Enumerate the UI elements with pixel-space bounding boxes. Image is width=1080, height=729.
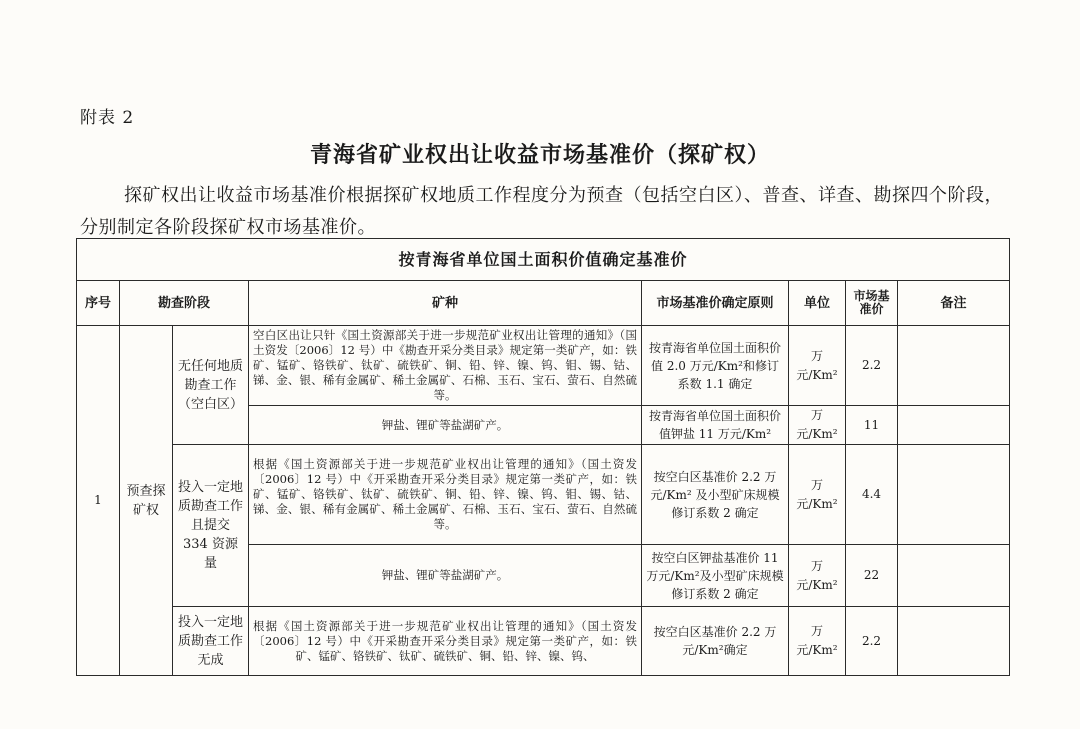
annex-label: 附表 2 [80,108,135,128]
unit-cell: 万元/Km² [789,545,846,607]
remark-cell [898,545,1010,607]
unit-cell: 万元/Km² [789,406,846,445]
price-cell: 2.2 [846,326,898,406]
header-price: 市场基准价 [846,281,898,326]
table-row [77,326,1010,406]
remark-cell [898,607,1010,676]
unit-cell: 万元/Km² [789,326,846,406]
substage-cell: 投入一定地质勘查工作且提交 334 资源量 [173,445,249,607]
benchmark-price-table [76,238,1010,676]
document-title: 青海省矿业权出让收益市场基准价（探矿权） [309,143,770,168]
header-mineral: 矿种 [249,281,642,326]
substage-cell: 投入一定地质勘查工作无成 [173,607,249,676]
header-unit: 单位 [789,281,846,326]
header-principle: 市场基准价确定原则 [642,281,789,326]
header-stage: 勘查阶段 [120,281,249,326]
price-cell: 2.2 [846,607,898,676]
remark-cell [898,445,1010,545]
caption-row [77,239,1010,281]
principle-cell: 按空白区钾盐基准价 11 万元/Km²及小型矿床规模修订系数 2 确定 [642,545,789,607]
principle-cell: 按青海省单位国土面积价值 2.0 万元/Km²和修订系数 1.1 确定 [642,326,789,406]
mineral-cell: 空白区出让只针《国土资源部关于进一步规范矿业权出让管理的通知》（国土资发〔2006〕12 号）中《勘查开采分类目录》规定第一类矿产，如：铁矿、锰矿、铬铁矿、钛矿、硫铁矿、铜、铅、锌、镍、钨、钼、锡、钴、锑、金、银、稀有金属矿、稀土金属矿、石棉、玉石、宝石、萤石、自然硫等。 [249,326,642,406]
price-cell: 11 [846,406,898,445]
remark-cell [898,326,1010,406]
table-row [77,445,1010,545]
mineral-cell: 根据《国土资源部关于进一步规范矿业权出让管理的通知》（国土资发〔2006〕12 号）中《开采勘查开采分类目录》规定第一类矿产，如：铁矿、锰矿、铬铁矿、钛矿、硫铁矿、铜、铅、锌、镍、钨、 [249,607,642,676]
mineral-cell: 钾盐、锂矿等盐湖矿产。 [249,406,642,445]
stage-cell: 预查探矿权 [120,326,173,676]
unit-cell: 万元/Km² [789,607,846,676]
mineral-cell: 钾盐、锂矿等盐湖矿产。 [249,545,642,607]
table-row [77,607,1010,676]
price-cell: 22 [846,545,898,607]
price-cell: 4.4 [846,445,898,545]
intro-paragraph: 探矿权出让收益市场基准价根据探矿权地质工作程度分为预查（包括空白区）、普查、详查、勘探四个阶段，分别制定各阶段探矿权市场基准价。 [80,185,1003,238]
header-row [77,281,1010,326]
principle-cell: 按空白区基准价 2.2 万元/Km²确定 [642,607,789,676]
principle-cell: 按青海省单位国土面积价值钾盐 11 万元/Km² [642,406,789,445]
seq-cell: 1 [77,326,120,676]
mineral-cell: 根据《国土资源部关于进一步规范矿业权出让管理的通知》（国土资发〔2006〕12 号）中《开采勘查开采分类目录》规定第一类矿产，如：铁矿、锰矿、铬铁矿、钛矿、硫铁矿、铜、铅、锌、镍、钨、钼、锡、钴、锑、金、银、稀有金属矿、稀土金属矿、石棉、玉石、宝石、萤石、自然硫等。 [249,445,642,545]
unit-cell: 万元/Km² [789,445,846,545]
principle-cell: 按空白区基准价 2.2 万元/Km² 及小型矿床规模修订系数 2 确定 [642,445,789,545]
header-seq: 序号 [77,281,120,326]
header-remark: 备注 [898,281,1010,326]
substage-cell: 无任何地质勘查工作（空白区） [173,326,249,445]
table-caption: 按青海省单位国土面积价值确定基准价 [77,239,1010,281]
remark-cell [898,406,1010,445]
